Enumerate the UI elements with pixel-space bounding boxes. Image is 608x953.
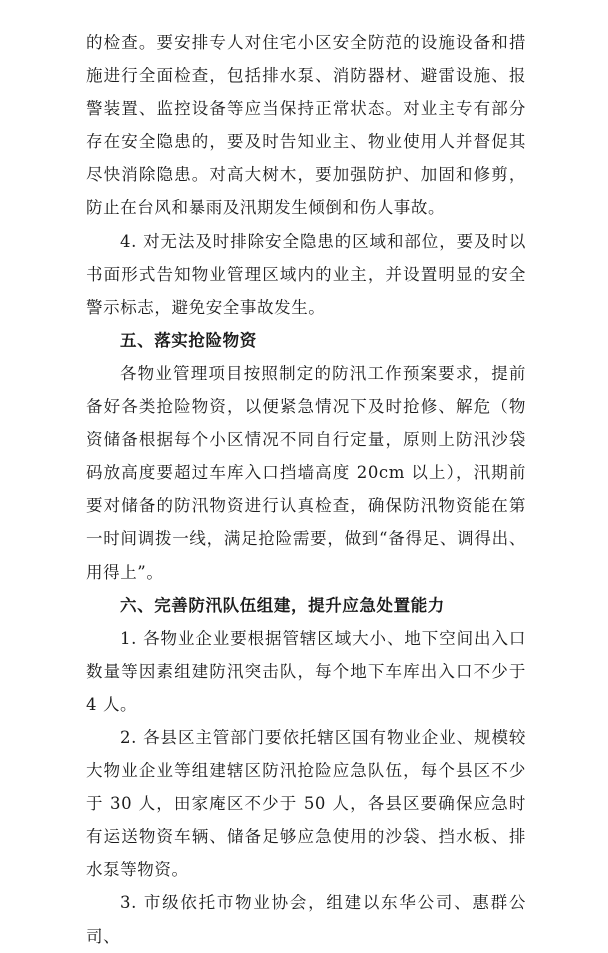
paragraph-item-2: 2. 各县区主管部门要依托辖区国有物业企业、规模较大物业企业等组建辖区防汛抢险应急队伍，每个县区不少于 30 人，田家庵区不少于 50 人，各县区要确保应急时有运送物资车辆、储备足够应急使用的沙袋、挡水板、排水泵等物资。: [86, 727, 526, 880]
section-heading-6: 六、完善防汛队伍组建，提升应急处置能力: [120, 595, 445, 615]
paragraph-item-4: 4. 对无法及时排除安全隐患的区域和部位，要及时以书面形式告知物业管理区域内的业主，并设置明显的安全警示标志，避免安全事故发生。: [86, 231, 526, 317]
paragraph-item-1: 1. 各物业企业要根据管辖区域大小、地下空间出入口数量等因素组建防汛突击队，每个地下车库出入口不少于 4 人。: [86, 628, 526, 714]
paragraph-inspection-continued: 的检查。要安排专人对住宅小区安全防范的设施设备和措施进行全面检查，包括排水泵、消防器材、避雷设施、报警装置、监控设备等应当保持正常状态。对业主专有部分存在安全隐患的，要及时告知业主、物业使用人并督促其尽快消除隐患。对高大树木，要加强防护、加固和修剪，防止在台风和暴雨及汛期发生倾倒和伤人事故。: [86, 33, 526, 218]
paragraph-materials: 各物业管理项目按照制定的防汛工作预案要求，提前备好各类抢险物资，以便紧急情况下及时抢修、解危（物资储备根据每个小区情况不同自行定量，原则上防汛沙袋码放高度要超过车库入口挡墙高度 20cm 以上），汛期前要对储备的防汛物资进行认真检查，确保防汛物资能在第一时间调拨一线，满足抢险需要，做到“备得足、调得出、用得上”。: [86, 363, 526, 582]
section-heading-5: 五、落实抢险物资: [120, 330, 257, 350]
paragraph-item-3: 3. 市级依托市物业协会，组建以东华公司、惠群公司、: [86, 893, 526, 946]
document-body: [86, 26, 526, 953]
